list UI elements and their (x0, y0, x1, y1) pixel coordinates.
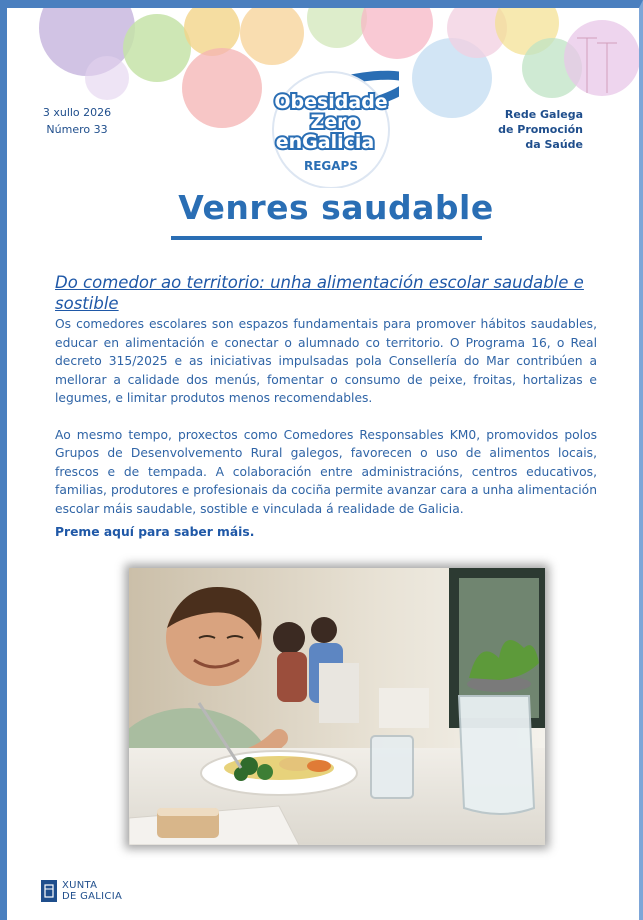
title-underline (171, 236, 482, 240)
org-line-3: da Saúde (525, 138, 583, 151)
logo-line-2: Zero (310, 111, 360, 133)
article (55, 272, 597, 518)
organization-name (498, 107, 583, 152)
school-canteen-photo (129, 568, 545, 845)
xunta-line-2: DE GALICIA (62, 891, 123, 902)
xunta-logo (41, 880, 122, 902)
xunta-text (62, 880, 122, 902)
newsletter-title: Venres saudable (178, 188, 494, 227)
logo-line-1: Obesidade (274, 91, 388, 113)
logo-line-3: enGalicia (275, 131, 375, 153)
article-title-link[interactable]: Do comedor ao territorio: unha alimentación escolar saudable e sostible (55, 273, 584, 313)
org-line-2: de Promoción (498, 123, 583, 136)
article-paragraph-2: Ao mesmo tempo, proxectos como Comedores Responsables KM0, promovidos polos Grupos de Desenvolvemento Rural galegos, favorecen o uso de alimentos locais, frescos e de tempada. A colaboración entre administracións, centros educativos, familias, produtores e profesionais da cociña permite avanzar cara a unha alimentación escolar máis saudable, sostible e vinculada á realidade de Galicia. (55, 427, 597, 516)
logo-acronym: REGAPS (303, 159, 359, 173)
issue-date: 3 xullo 2026 (42, 106, 112, 119)
org-line-1: Rede Galega (504, 108, 583, 121)
issue-info (41, 104, 113, 138)
article-paragraph-1: Os comedores escolares son espazos fundamentais para promover hábitos saudables, educar en alimentación e conectar o alumnado co territorio. O Programa 16, o Real decreto 315/2025 e as iniciativas impulsadas pola Consellería do Mar contribúen a mellorar a calidade dos menús, fomentar o consumo de peixe, froitas, hortalizas e legumes, e limitar produtos menos recomendables. (55, 317, 597, 405)
article-title[interactable] (55, 272, 597, 314)
read-more-link[interactable]: Preme aquí para saber máis. (55, 525, 255, 539)
xunta-line-1: XUNTA (62, 880, 98, 891)
issue-number: Número 33 (46, 123, 108, 136)
obesidade-zero-logo (253, 70, 399, 188)
xunta-emblem-icon (41, 880, 57, 902)
